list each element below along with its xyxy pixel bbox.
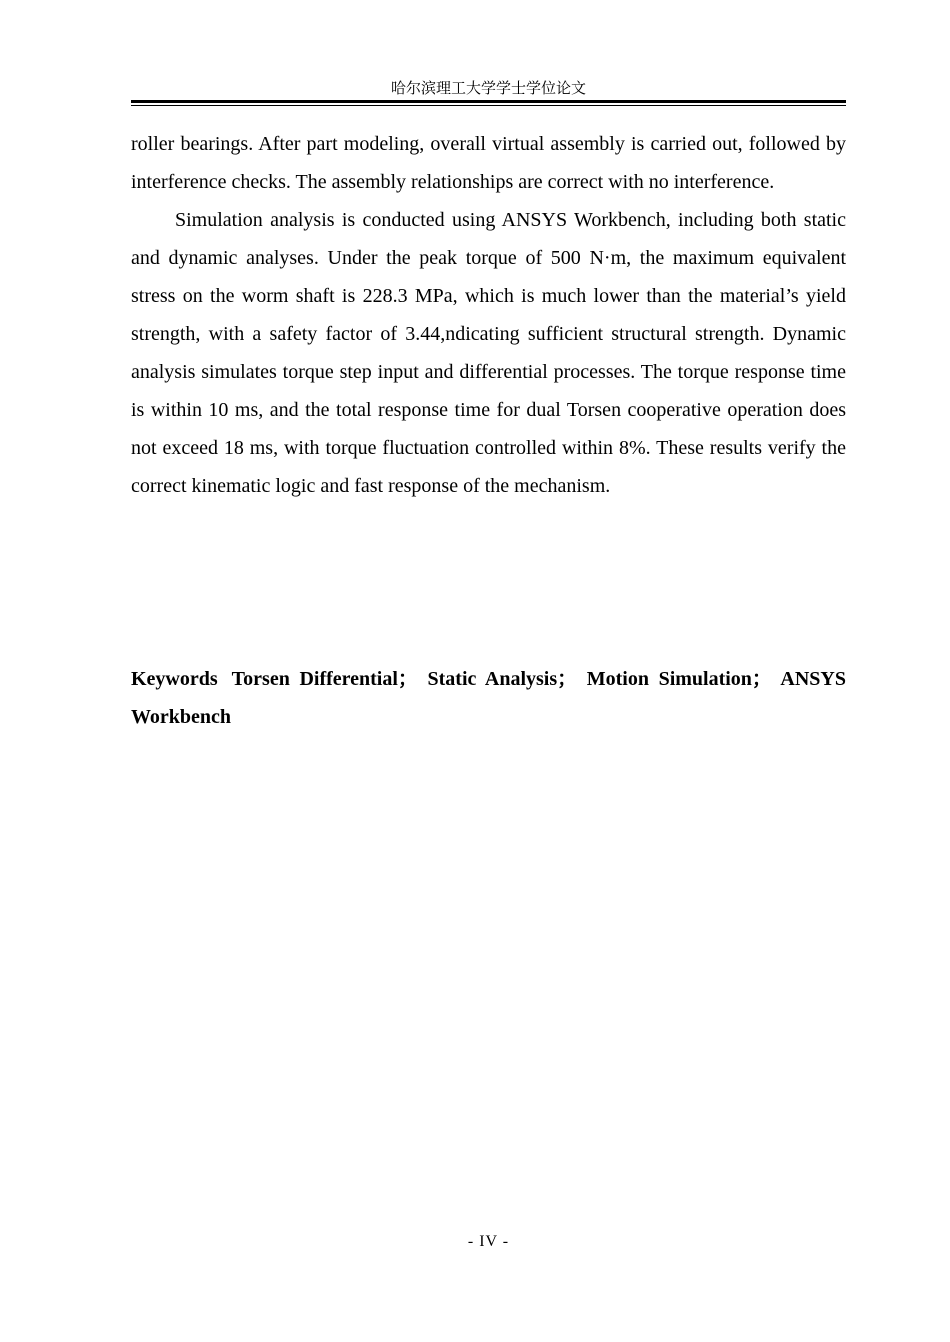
page-number: - IV - <box>467 1233 510 1250</box>
paragraph-simulation: Simulation analysis is conducted using ANSYS Workbench, including both static and dynamic analyses. Under the peak torque of 500 N·m, the maximum equivalent stress on the worm shaft is 228.3 MPa, which is much lower than the material’s yield strength, with a safety factor of 3.44,ndicating sufficient structural strength. Dynamic analysis simulates torque step input and differential processes. The torque response time is within 10 ms, and the total response time for dual Torsen cooperative operation does not exceed 18 ms, with torque fluctuation controlled within 8%. These results verify the correct kinematic logic and fast response of the mechanism. <box>131 209 846 497</box>
paragraph-continuation: roller bearings. After part modeling, overall virtual assembly is carried out, followed by interference checks. The assembly relationships are correct with no interference. <box>131 133 846 193</box>
running-header: 哈尔滨理工大学学士学位论文 <box>390 79 586 97</box>
header-rule-thick <box>131 100 846 103</box>
keywords-line <box>131 660 846 736</box>
header-rule-thin <box>131 105 846 106</box>
keywords-label: Keywords <box>131 668 218 690</box>
keywords-text: Torsen Differential； Static Analysis； Motion Simulation； ANSYS Workbench <box>131 668 846 728</box>
abstract-body <box>131 125 846 505</box>
